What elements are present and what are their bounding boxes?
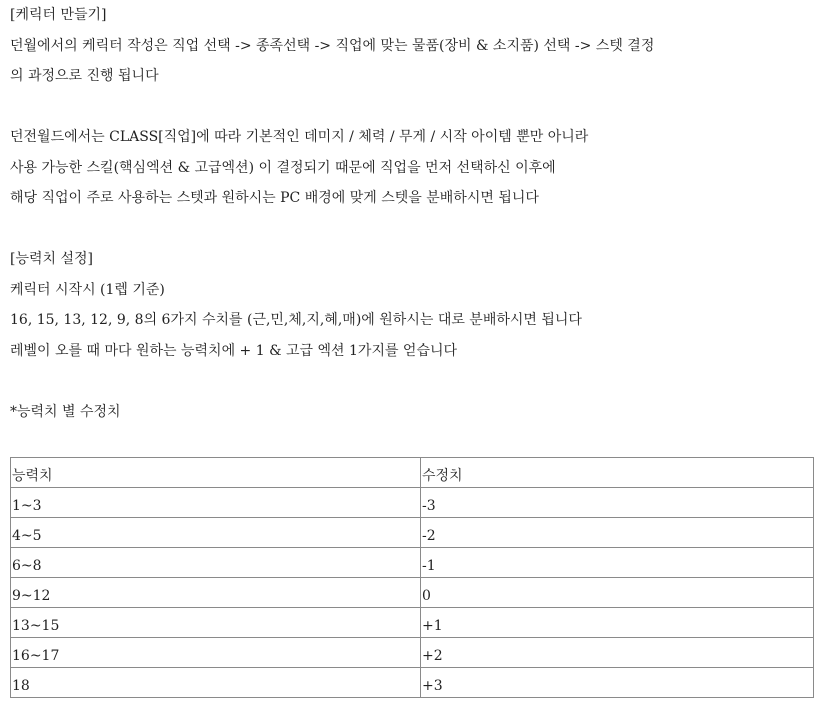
modifier-cell: 0 [421, 578, 814, 608]
ability-score-cell: 6~8 [11, 548, 421, 578]
ability-score-cell: 13~15 [11, 608, 421, 638]
paragraph-text: 케릭터 시작시 (1렙 기준) [10, 281, 165, 298]
document-body [10, 0, 810, 427]
blank-line [10, 214, 810, 245]
modifier-cell: +3 [421, 668, 814, 698]
blank-line [10, 366, 810, 397]
modifier-cell: -3 [421, 488, 814, 518]
table-caption: *능력치 별 수정치 [10, 403, 121, 420]
paragraph-text: 던전월드에서는 CLASS[직업]에 따라 기본적인 데미지 / 체력 / 무게 / 시작 아이템 뿐만 아니라 [10, 129, 589, 145]
table-row [11, 638, 814, 668]
table-row [11, 608, 814, 638]
blank-line [10, 92, 810, 123]
header-ability-score: 능력치 [11, 458, 421, 488]
paragraph-text: 사용 가능한 스킬(핵심엑션 & 고급엑션) 이 결정되기 때문에 직업을 먼저 선택하신 이후에 [10, 159, 556, 176]
ability-score-cell: 4~5 [11, 518, 421, 548]
ability-score-cell: 18 [11, 668, 421, 698]
table-header-row [11, 458, 814, 488]
modifier-cell: -1 [421, 548, 814, 578]
modifier-cell: +2 [421, 638, 814, 668]
paragraph-text: 해당 직업이 주로 사용하는 스텟과 원하시는 PC 배경에 맞게 스텟을 분배하시면 됩니다 [10, 190, 539, 206]
paragraph-text: 16, 15, 13, 12, 9, 8의 6가지 수치를 (근,민,체,지,혜,매)에 원하시는 대로 분배하시면 됩니다 [10, 312, 582, 328]
modifier-table [10, 457, 814, 698]
section-heading-character-creation: [케릭터 만들기] [10, 7, 107, 23]
table-row [11, 518, 814, 548]
ability-score-cell: 1~3 [11, 488, 421, 518]
table-row [11, 548, 814, 578]
table-row [11, 488, 814, 518]
ability-score-cell: 16~17 [11, 638, 421, 668]
ability-score-cell: 9~12 [11, 578, 421, 608]
table-row [11, 668, 814, 698]
paragraph-text: 의 과정으로 진행 됩니다 [10, 68, 159, 84]
section-heading-ability-settings: [능력치 설정] [10, 251, 93, 267]
paragraph-text: 레벨이 오를 때 마다 원하는 능력치에 + 1 & 고급 엑션 1가지를 얻습니다 [10, 342, 458, 359]
paragraph-text: 던월에서의 케릭터 작성은 직업 선택 -> 종족선택 -> 직업에 맞는 물품(장비 & 소지품) 선택 -> 스텟 결정 [10, 37, 655, 54]
header-modifier: 수정치 [421, 458, 814, 488]
modifier-cell: +1 [421, 608, 814, 638]
modifier-cell: -2 [421, 518, 814, 548]
table-row [11, 578, 814, 608]
